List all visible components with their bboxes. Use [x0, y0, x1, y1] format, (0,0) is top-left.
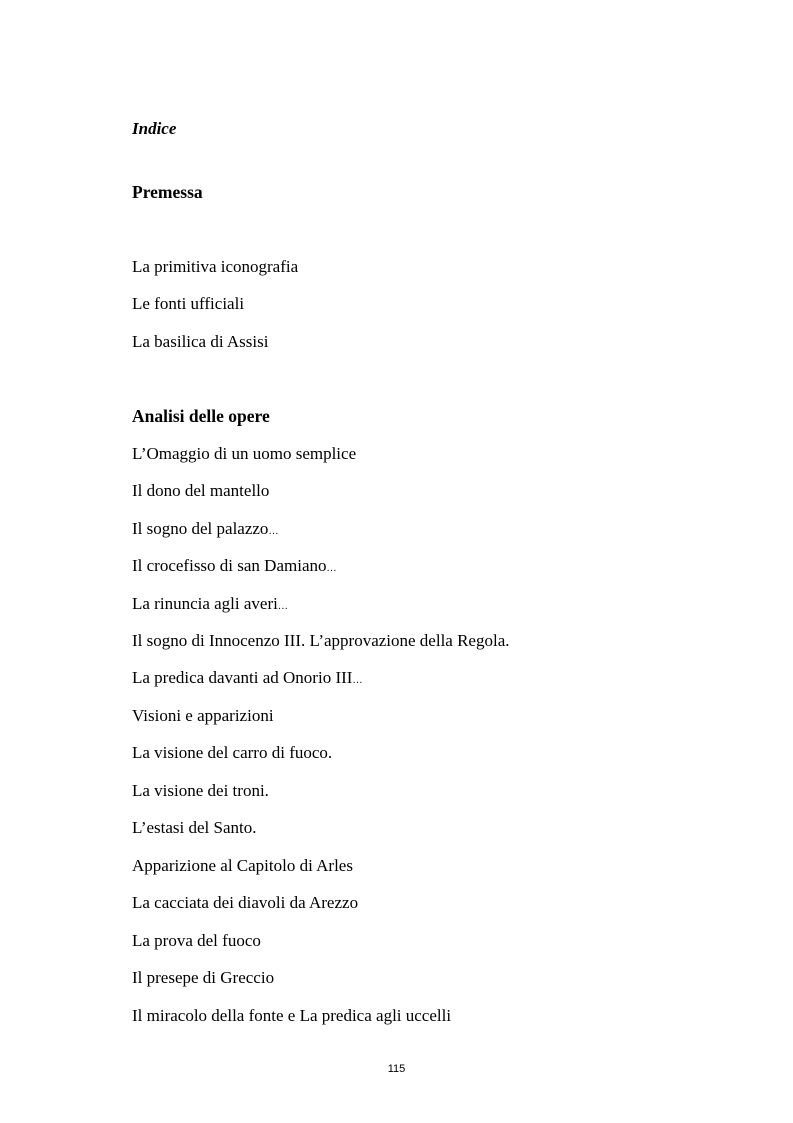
toc-entry: [132, 706, 274, 726]
toc-entry: [132, 968, 274, 988]
toc-entry-ellipsis: …: [326, 563, 337, 574]
toc-entry-text: La predica davanti ad Onorio III: [132, 668, 353, 687]
toc-entry: [132, 294, 244, 314]
page-number: 115: [387, 1063, 406, 1075]
toc-entry-text: Le fonti ufficiali: [132, 294, 245, 313]
toc-entry-text: La visione del carro di fuoco.: [132, 743, 333, 762]
toc-entry-text: La primitiva iconografia: [132, 257, 299, 276]
toc-entry-text: La visione dei troni.: [132, 781, 269, 800]
toc-entry-text: Il sogno di Innocenzo III. L’approvazione della Regola.: [132, 631, 510, 650]
toc-entry-text: La prova del fuoco: [132, 931, 261, 950]
toc-entry-text: Il miracolo della fonte e La predica agli uccelli: [132, 1006, 452, 1025]
toc-entry-text: L’Omaggio di un uomo semplice: [132, 444, 357, 463]
toc-entry: [132, 594, 288, 617]
toc-entry-text: Apparizione al Capitolo di Arles: [132, 856, 353, 875]
toc-entry: [132, 444, 356, 464]
toc-entry: [132, 931, 261, 951]
section-heading-premessa: Premessa: [132, 182, 203, 202]
section-heading-analisi: Analisi delle opere: [132, 406, 270, 426]
toc-entry-text: Il sogno del palazzo: [132, 519, 269, 538]
toc-entry-text: La rinuncia agli averi: [132, 594, 278, 613]
toc-entry: [132, 781, 269, 801]
toc-entry-text: Il dono del mantello: [132, 481, 270, 500]
toc-entry-text: Visioni e apparizioni: [132, 706, 274, 725]
toc-entry: [132, 743, 332, 763]
toc-entry: [132, 481, 269, 501]
toc-entry: [132, 856, 353, 876]
toc-entry: [132, 631, 510, 651]
toc-entry: [132, 668, 363, 691]
toc-entry-ellipsis: …: [277, 601, 289, 612]
toc-entry: [132, 519, 279, 542]
toc-entry: [132, 1006, 451, 1026]
toc-entry: [132, 332, 268, 352]
toc-entry-text: Il presepe di Greccio: [132, 968, 275, 987]
toc-entry-text: Il crocefisso di san Damiano: [132, 556, 327, 575]
index-title: Indice: [132, 119, 177, 138]
toc-entry-text: La basilica di Assisi: [132, 332, 269, 351]
toc-entry: [132, 556, 337, 579]
toc-entry: [132, 257, 298, 277]
toc-entry: [132, 818, 257, 838]
toc-entry-text: L’estasi del Santo.: [132, 818, 257, 837]
toc-entry-ellipsis: …: [268, 526, 279, 537]
toc-entry: [132, 893, 358, 913]
toc-entry-text: La cacciata dei diavoli da Arezzo: [132, 893, 359, 912]
toc-entry-ellipsis: …: [352, 675, 363, 686]
